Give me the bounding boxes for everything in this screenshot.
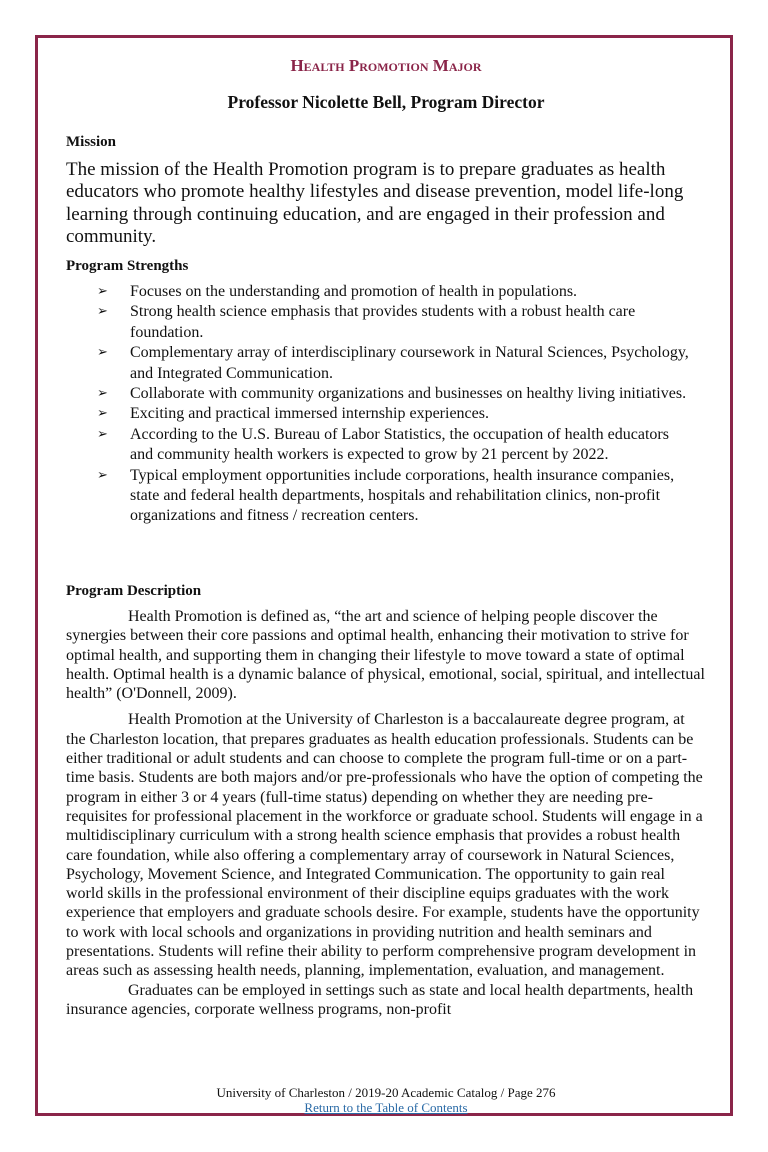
- arrow-bullet-icon: ➢: [97, 467, 108, 483]
- list-item: [66, 466, 696, 527]
- program-director: Professor Nicolette Bell, Program Director: [227, 92, 545, 112]
- mission-heading: Mission: [66, 134, 117, 150]
- page-footer: [66, 1085, 706, 1115]
- arrow-bullet-icon: ➢: [97, 345, 108, 361]
- strengths-list: [66, 282, 706, 527]
- description-paragraph: Health Promotion is defined as, “the art and science of helping people discover the synergies between their core passions and optimal health, enhancing their motivation to strive for optimal health, and supporting them in changing their lifestyle to move toward a state of optimal health. Optimal health is a dynamic balance of physical, emotional, social, spiritual, and intellectual health” (O'Donnell, 2009).: [66, 608, 705, 703]
- list-item: [66, 404, 696, 424]
- catalog-page-info: University of Charleston / 2019-20 Academic Catalog / Page 276: [216, 1085, 556, 1100]
- description-heading: Program Description: [66, 583, 202, 599]
- program-description: [66, 607, 706, 1019]
- page-title: Health Promotion Major: [290, 56, 482, 75]
- list-item-text: Exciting and practical immersed internship experiences.: [130, 405, 489, 423]
- list-item: [66, 282, 696, 302]
- arrow-bullet-icon: ➢: [97, 304, 108, 320]
- table-of-contents-link[interactable]: Return to the Table of Contents: [304, 1100, 468, 1115]
- page-frame: [35, 35, 733, 1116]
- list-item-text: According to the U.S. Bureau of Labor Statistics, the occupation of health educators and community health workers is expected to grow by 21 percent by 2022.: [130, 425, 669, 464]
- arrow-bullet-icon: ➢: [97, 406, 108, 422]
- description-paragraph: Health Promotion at the University of Charleston is a baccalaureate degree program, at the Charleston location, that prepares graduates as health education professionals. Students can be either traditional or adult students and can choose to complete the program full-time or on a part-time basis. Students are both majors and/or pre-professionals who have the option of competing the program in either 3 or 4 years (full-time status) depending on whether they are needing pre-requisites for professional placement in the workforce or graduate school. Students will engage in a multidisciplinary curriculum with a strong health science emphasis that provides a robust health care foundation, while also offering a complementary array of coursework in Natural Sciences, Psychology, Movement Science, and Integrated Communication. The opportunity to gain real world skills in the professional environment of their discipline equips graduates with the work experience that employers and graduate schools desire. For example, students have the opportunity to work with local schools and organizations in providing nutrition and health seminars and presentations. Students will refine their ability to perform comprehensive program development in areas such as assessing health needs, planning, implementation, evaluation, and management.: [66, 711, 703, 980]
- list-item: [66, 302, 696, 343]
- arrow-bullet-icon: ➢: [97, 426, 108, 442]
- mission-text: The mission of the Health Promotion program is to prepare graduates as health educators who promote healthy lifestyles and disease prevention, model life-long learning through continuing education, and are engaged in their profession and community.: [66, 159, 684, 247]
- description-paragraph: Graduates can be employed in settings such as state and local health departments, health insurance agencies, corporate wellness programs, non-profit: [66, 981, 694, 1018]
- list-item-text: Collaborate with community organizations and businesses on healthy living initiatives.: [130, 385, 687, 403]
- arrow-bullet-icon: ➢: [97, 386, 108, 402]
- list-item: [66, 425, 696, 466]
- strengths-heading: Program Strengths: [66, 258, 189, 274]
- arrow-bullet-icon: ➢: [97, 284, 108, 299]
- list-item-text: Typical employment opportunities include corporations, health insurance companies, state and federal health departments, hospitals and rehabilitation clinics, non-profit organizations and fitness / recreation centers.: [130, 466, 675, 525]
- list-item-text: Focuses on the understanding and promotion of health in populations.: [130, 283, 578, 300]
- list-item-text: Strong health science emphasis that provides students with a robust health care foundation.: [130, 303, 636, 341]
- list-item: [66, 384, 696, 404]
- list-item-text: Complementary array of interdisciplinary coursework in Natural Sciences, Psychology, and Integrated Communication.: [130, 344, 689, 382]
- list-item: [66, 343, 696, 384]
